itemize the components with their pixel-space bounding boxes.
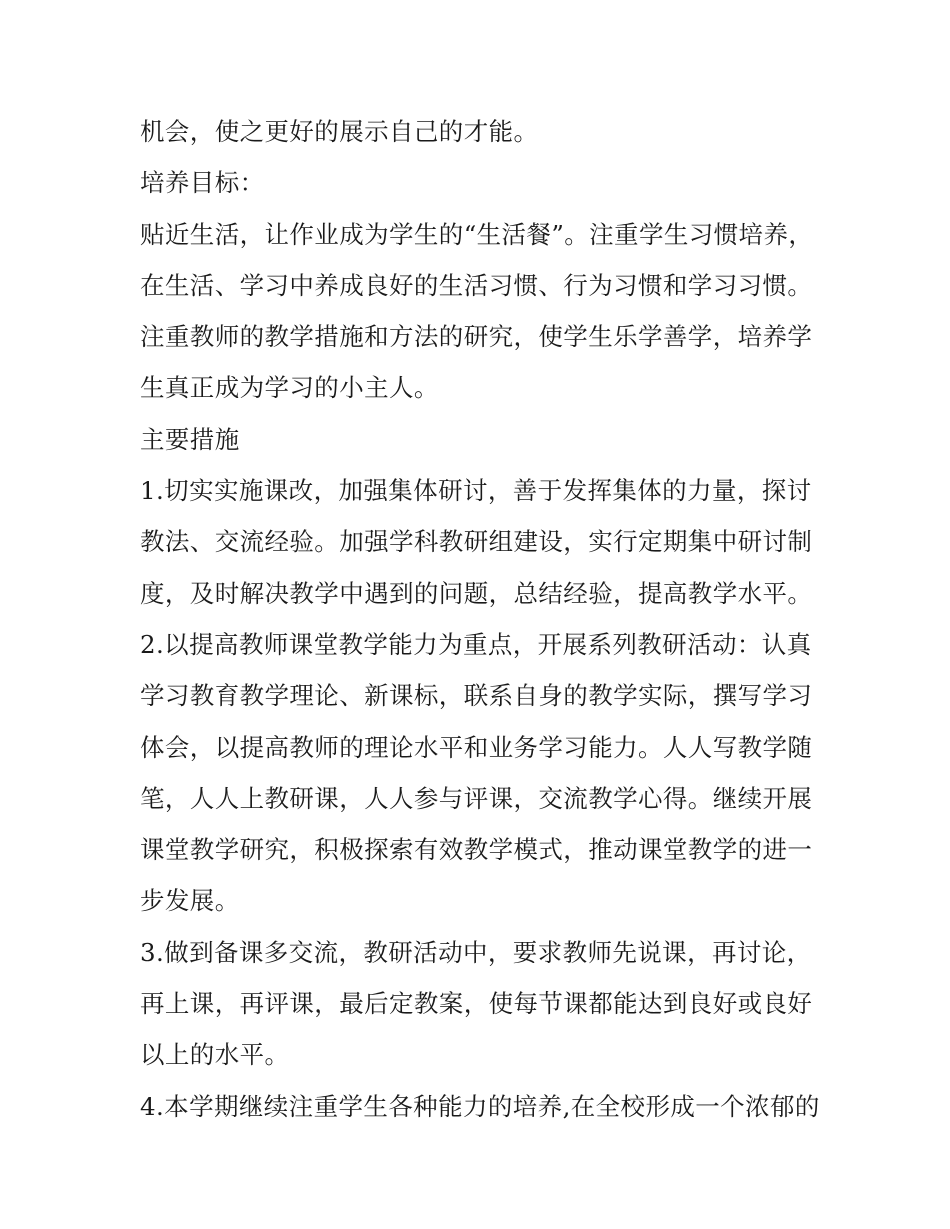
- list-item-2: 2.以提高教师课堂教学能力为重点，开展系列教研活动：认真: [140, 629, 812, 659]
- text-line: 注重教师的教学措施和方法的研究，使学生乐学善学，培养学: [140, 322, 813, 352]
- document-body: [140, 106, 820, 1132]
- text-line: 学习教育教学理论、新课标，联系自身的教学实际，撰写学习: [140, 681, 813, 711]
- section-heading-measures: 主要措施: [140, 424, 240, 454]
- text-line: 度，及时解决教学中遇到的问题，总结经验，提高教学水平。: [140, 578, 813, 608]
- text-line: 机会，使之更好的展示自己的才能。: [140, 117, 539, 146]
- text-line: 生真正成为学习的小主人。: [140, 373, 439, 403]
- text-line: 以上的水平。: [140, 1040, 290, 1070]
- list-item-4: 4.本学期继续注重学生各种能力的培养,在全校形成一个浓郁的: [140, 1091, 820, 1121]
- list-item-3: 3.做到备课多交流，教研活动中，要求教师先说课，再讨论，: [140, 937, 812, 967]
- list-item-1: 1.切实实施课改，加强集体研讨，善于发挥集体的力量，探讨: [140, 476, 812, 506]
- text-line: 体会，以提高教师的理论水平和业务学习能力。人人写教学随: [140, 732, 813, 762]
- section-heading-goals: 培养目标：: [140, 168, 265, 198]
- text-line: 笔，人人上教研课，人人参与评课，交流教学心得。继续开展: [140, 783, 813, 813]
- text-line: 在生活、学习中养成良好的生活习惯、行为习惯和学习习惯。: [140, 270, 813, 300]
- text-line: 贴近生活，让作业成为学生的“生活餐”。注重学生习惯培养，: [140, 219, 814, 249]
- text-line: 教法、交流经验。加强学科教研组建设，实行定期集中研讨制: [140, 527, 813, 557]
- text-line: 再上课，再评课，最后定教案，使每节课都能达到良好或良好: [140, 989, 813, 1019]
- text-line: 课堂教学研究，积极探索有效教学模式，推动课堂教学的进一: [140, 835, 813, 865]
- text-line: 步发展。: [140, 886, 240, 916]
